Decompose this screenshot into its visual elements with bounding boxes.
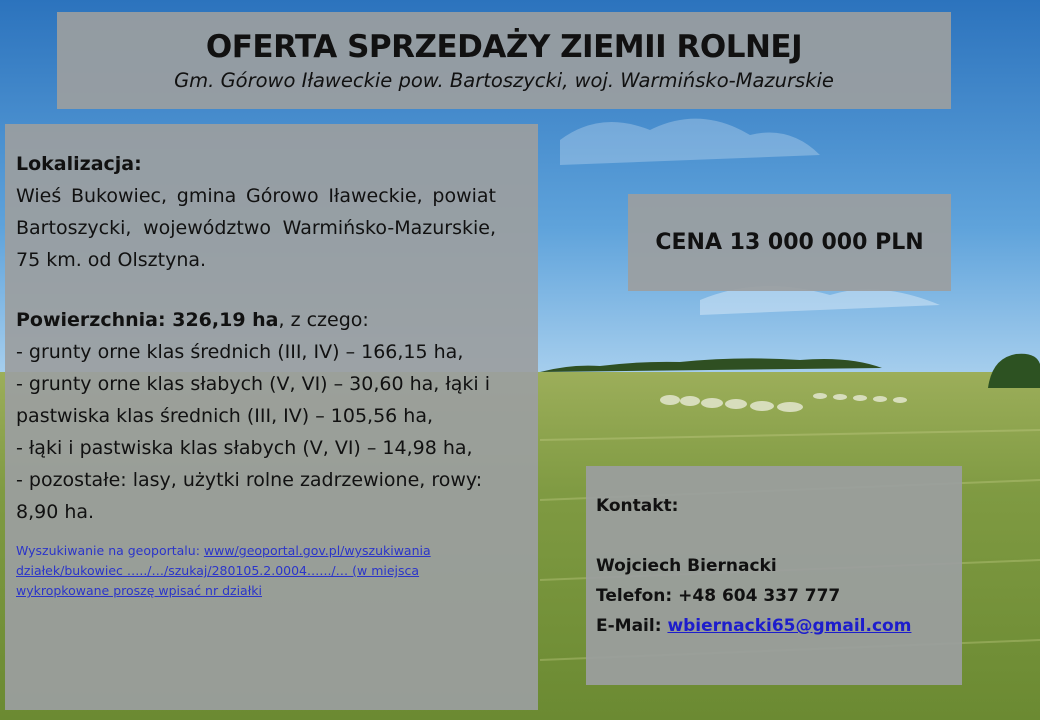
page-subtitle: Gm. Górowo Iławeckie pow. Bartoszycki, woj. Warmińsko-Mazurskie [174, 69, 834, 92]
title-panel [57, 12, 951, 109]
page-title: OFERTA SPRZEDAŻY ZIEMII ROLNEJ [205, 29, 803, 65]
geoportal-link[interactable]: www/geoportal.gov.pl/wyszukiwania działek/bukowiec …../…/szukaj/280105.2.0004.…../… (w miejsca wykropkowane proszę wpisać nr działki [16, 543, 431, 598]
geoportal-note [16, 541, 516, 601]
area-heading-line [16, 304, 528, 336]
area-item: - pozostałe: lasy, użytki rolne zadrzewione, rowy: 8,90 ha. [16, 469, 483, 523]
area-item: - łąki i pastwiska klas słabych (V, VI) – 14,98 ha, [16, 437, 473, 459]
geoportal-prefix: Wyszukiwanie na geoportalu: [16, 543, 204, 558]
contact-email-line [596, 611, 952, 641]
location-heading: Lokalizacja: [16, 153, 142, 175]
details-panel [5, 124, 538, 710]
price-label: CENA 13 000 000 PLN [655, 230, 924, 255]
area-item: - grunty orne klas średnich (III, IV) – 166,15 ha, [16, 341, 464, 363]
area-heading: Powierzchnia: 326,19 ha [16, 309, 279, 331]
contact-panel [586, 466, 962, 685]
contact-name: Wojciech Biernacki [596, 556, 777, 576]
area-item: - grunty orne klas słabych (V, VI) – 30,60 ha, łąki i pastwiska klas średnich (III, IV) – 105,56 ha, [16, 373, 491, 427]
price-panel [628, 194, 951, 291]
location-text: Wieś Bukowiec, gmina Górowo Iławeckie, powiat Bartoszycki, województwo Warmińsko-Mazurskie, 75 km. od Olsztyna. [16, 185, 496, 271]
contact-phone: Telefon: +48 604 337 777 [596, 586, 841, 606]
area-suffix: , z czego: [278, 309, 369, 331]
email-link[interactable]: wbiernacki65@gmail.com [667, 616, 912, 636]
contact-heading: Kontakt: [596, 496, 679, 516]
email-label: E-Mail: [596, 616, 668, 636]
